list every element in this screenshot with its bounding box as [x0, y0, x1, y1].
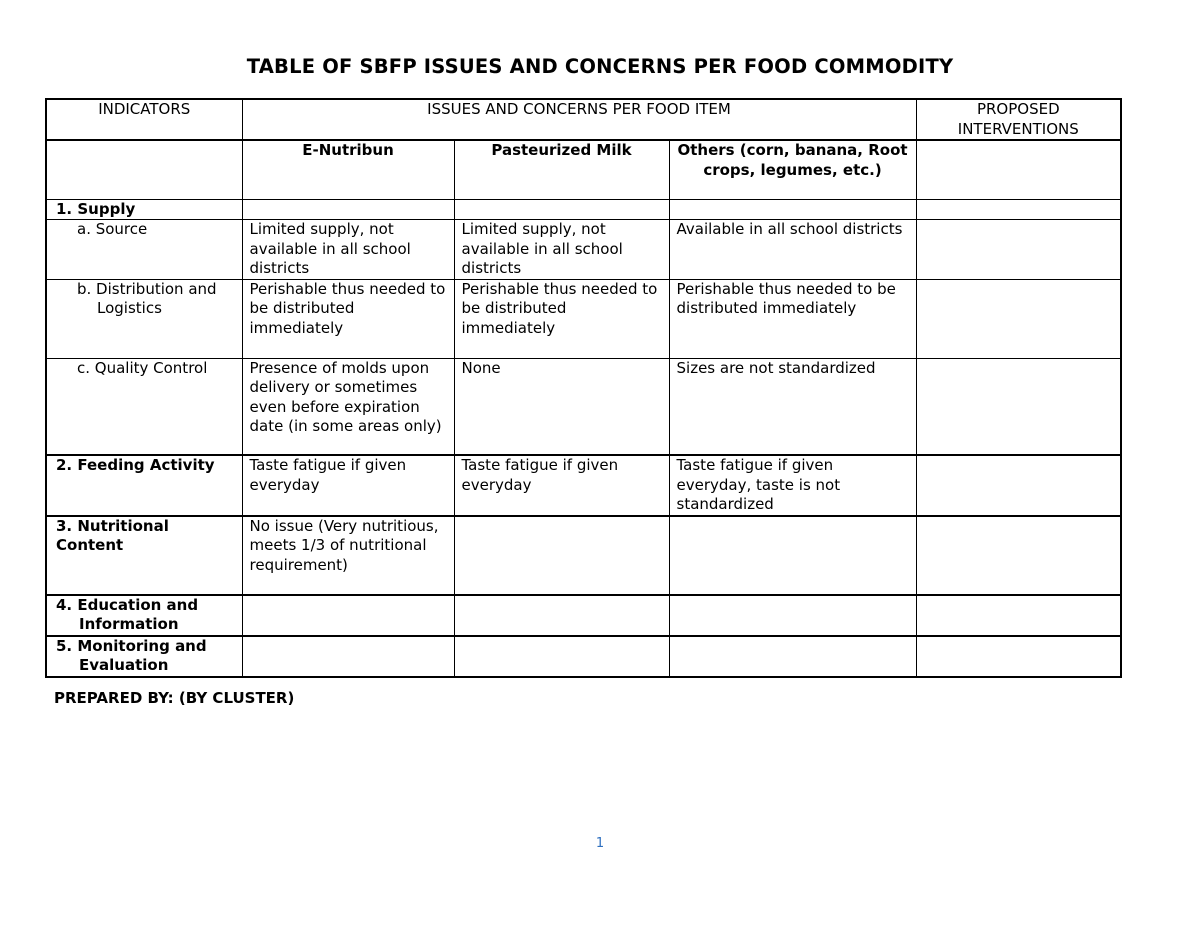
empty-cell	[46, 140, 242, 199]
document-title: TABLE OF SBFP ISSUES AND CONCERNS PER FOOD COMMODITY	[246, 55, 954, 78]
cell-feeding-proposed	[916, 455, 1121, 516]
table-row	[46, 636, 1121, 677]
empty-cell	[242, 199, 454, 220]
cell-feeding-milk: Taste fatigue if given everyday	[454, 455, 669, 516]
table-row	[46, 220, 1121, 280]
enutribun-header: E-Nutribun	[242, 140, 454, 199]
empty-cell	[669, 636, 916, 677]
cell-feeding-others: Taste fatigue if given everyday, taste is not standardized	[669, 455, 916, 516]
table-row	[46, 455, 1121, 516]
empty-cell	[454, 199, 669, 220]
indicators-header: INDICATORS	[46, 99, 242, 140]
cell-source-proposed	[916, 220, 1121, 280]
cell-nutritional-proposed	[916, 516, 1121, 595]
issues-table	[45, 98, 1122, 678]
row-label-distribution	[46, 279, 242, 358]
row-label-quality: c. Quality Control	[46, 358, 242, 455]
milk-header: Pasteurized Milk	[454, 140, 669, 199]
cell-distribution-others: Perishable thus needed to be distributed immediately	[669, 279, 916, 358]
cell-quality-others: Sizes are not standardized	[669, 358, 916, 455]
page-number: 1	[595, 836, 605, 851]
cell-source-enutribun: Limited supply, not available in all school districts	[242, 220, 454, 280]
row-label-supply: 1. Supply	[46, 199, 242, 220]
empty-cell	[916, 636, 1121, 677]
cell-quality-enutribun: Presence of molds upon delivery or sometimes even before expiration date (in some areas only)	[242, 358, 454, 455]
row-label-line: 4. Education and	[56, 595, 199, 614]
cell-quality-proposed	[916, 358, 1121, 455]
others-header: Others (corn, banana, Root crops, legumes, etc.)	[669, 140, 916, 199]
empty-cell	[916, 199, 1121, 220]
cell-nutritional-enutribun: No issue (Very nutritious, meets 1/3 of nutritional requirement)	[242, 516, 454, 595]
cell-source-milk: Limited supply, not available in all school districts	[454, 220, 669, 280]
row-label-source: a. Source	[46, 220, 242, 280]
row-label-monitoring	[46, 636, 242, 677]
table-row	[46, 279, 1121, 358]
cell-nutritional-milk	[454, 516, 669, 595]
row-label-line: 5. Monitoring and	[56, 636, 207, 655]
empty-cell	[916, 140, 1121, 199]
cell-feeding-enutribun: Taste fatigue if given everyday	[242, 455, 454, 516]
table-row	[46, 595, 1121, 636]
empty-cell	[242, 595, 454, 636]
row-label-line: Evaluation	[79, 656, 169, 674]
prepared-by: PREPARED BY: (BY CLUSTER)	[54, 689, 295, 707]
row-label-nutritional: 3. Nutritional Content	[46, 516, 242, 595]
cell-distribution-enutribun: Perishable thus needed to be distributed immediately	[242, 279, 454, 358]
empty-cell	[454, 636, 669, 677]
cell-nutritional-others	[669, 516, 916, 595]
row-label-line: Logistics	[97, 299, 162, 317]
row-label-line: Information	[79, 615, 179, 633]
cell-quality-milk: None	[454, 358, 669, 455]
cell-distribution-milk: Perishable thus needed to be distributed immediately	[454, 279, 669, 358]
header-row-2	[46, 140, 1121, 199]
row-label-feeding: 2. Feeding Activity	[46, 455, 242, 516]
empty-cell	[669, 595, 916, 636]
cell-distribution-proposed	[916, 279, 1121, 358]
table-row	[46, 516, 1121, 595]
header-row-1	[46, 99, 1121, 140]
empty-cell	[916, 595, 1121, 636]
cell-source-others: Available in all school districts	[669, 220, 916, 280]
empty-cell	[454, 595, 669, 636]
table-row	[46, 199, 1121, 220]
empty-cell	[669, 199, 916, 220]
table-row	[46, 358, 1121, 455]
row-label-education	[46, 595, 242, 636]
empty-cell	[242, 636, 454, 677]
row-label-line: b. Distribution and	[77, 279, 217, 298]
proposed-header: PROPOSED INTERVENTIONS	[916, 99, 1121, 140]
issues-header: ISSUES AND CONCERNS PER FOOD ITEM	[242, 99, 916, 140]
